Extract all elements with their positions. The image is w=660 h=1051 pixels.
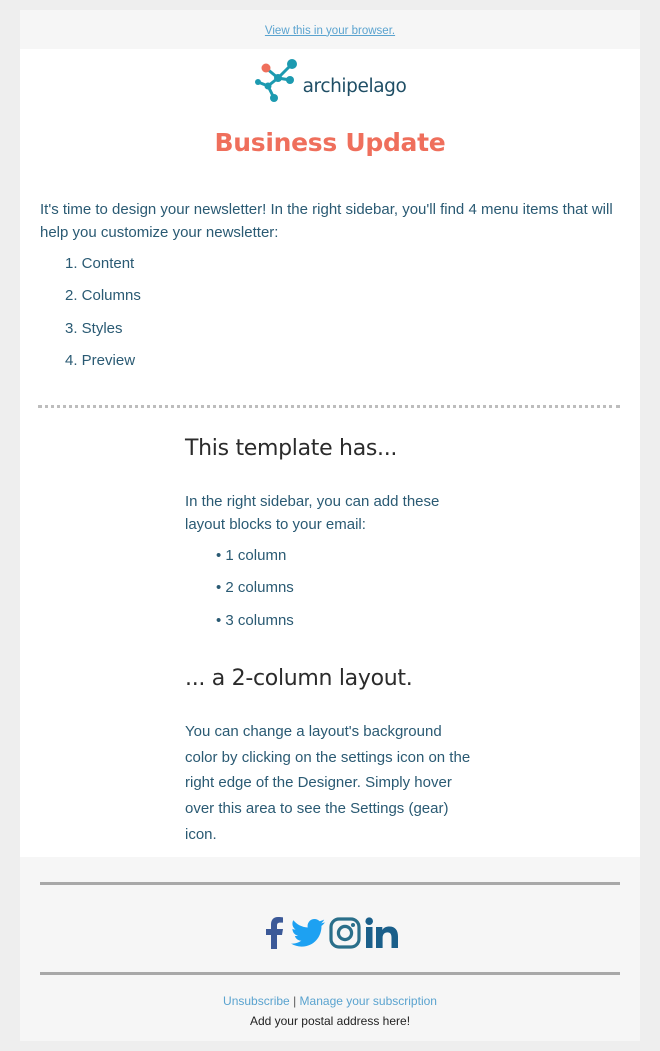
archipelago-logo-icon — [254, 58, 302, 104]
list-item: 1. Content — [65, 255, 135, 272]
page-title: Business Update — [214, 128, 446, 157]
list-item: 4. Preview — [65, 352, 136, 370]
facebook-icon[interactable] — [261, 916, 287, 954]
layout-blocks-list — [216, 546, 516, 643]
footer — [20, 857, 640, 1041]
linkedin-icon[interactable] — [365, 917, 399, 953]
manage-subscription-link[interactable]: Manage your subscription — [299, 994, 437, 1008]
unsubscribe-link[interactable]: Unsubscribe — [223, 994, 290, 1008]
section-heading: ... a 2-column layout. — [185, 666, 413, 691]
list-item: 3. Styles — [65, 319, 123, 337]
social-links — [20, 916, 640, 954]
brand-logo[interactable] — [254, 58, 407, 104]
section-paragraph: You can change a layout's background color by clicking on the settings icon on the right edge of the Designer. Simply hover over this area to see the Settings (gear) icon. — [185, 723, 471, 843]
intro-paragraph: It's time to design your newsletter! In the right sidebar, you'll find 4 menu items that will help you customize your newsletter: — [40, 201, 613, 241]
section-paragraph: In the right sidebar, you can add these layout blocks to your email: — [185, 493, 440, 533]
list-item: 2. Columns — [65, 287, 141, 305]
view-in-browser-link[interactable]: View this in your browser. — [264, 24, 396, 37]
section-heading: This template has... — [185, 436, 398, 461]
logo-wordmark: archipelago — [302, 75, 407, 97]
subscription-links — [20, 994, 640, 1008]
instagram-icon[interactable] — [329, 917, 361, 953]
postal-address: Add your postal address here! — [249, 1014, 411, 1028]
list-item: • 1 column — [216, 547, 287, 564]
link-separator: | — [293, 994, 297, 1008]
footer-divider — [40, 882, 620, 885]
email-container — [20, 10, 640, 1041]
twitter-icon[interactable] — [291, 918, 325, 952]
list-item: • 3 columns — [216, 611, 294, 629]
view-in-browser-bar — [20, 10, 640, 49]
footer-divider — [40, 972, 620, 975]
logo-row — [20, 57, 640, 105]
menu-items-list — [65, 254, 141, 384]
list-item: • 2 columns — [216, 579, 294, 597]
dotted-divider — [38, 405, 620, 408]
